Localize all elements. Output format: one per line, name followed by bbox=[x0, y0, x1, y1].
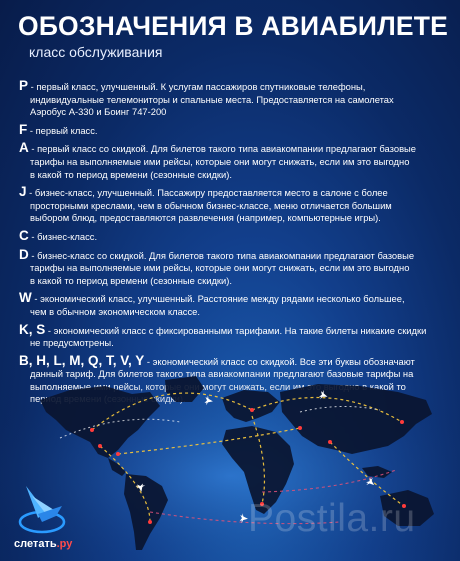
class-entry bbox=[19, 227, 444, 244]
class-entry bbox=[19, 246, 444, 288]
class-entry bbox=[19, 121, 444, 138]
class-list bbox=[19, 80, 444, 411]
class-description-line: индивидуальные телемониторы и спальные места. Предоставляется на самолетах bbox=[30, 93, 394, 105]
class-description: - бизнес-класс со скидкой. Для билетов такого типа авиакомпании предлагают базовые bbox=[28, 249, 415, 261]
class-code: F bbox=[19, 121, 28, 137]
class-code: K, S bbox=[19, 321, 46, 337]
class-description: - бизнес-класс. bbox=[28, 230, 98, 242]
class-description-line: тарифы на выполняемые ими рейсы, которые они могут снижать, если им это выгодно bbox=[30, 155, 410, 167]
class-entry bbox=[19, 142, 444, 181]
class-description-line: в какой то период времени (сезонные скидки). bbox=[30, 274, 232, 286]
class-description: - первый класс. bbox=[27, 124, 98, 136]
class-code: J bbox=[19, 184, 27, 200]
class-description-line: не предусмотрены. bbox=[30, 337, 114, 349]
class-entry bbox=[19, 321, 444, 350]
class-code: B, H, L, M, Q, T, V, Y bbox=[19, 352, 145, 368]
class-code: W bbox=[19, 290, 32, 306]
class-description: - экономический класс со скидкой. Все эти буквы обозначают bbox=[144, 355, 415, 367]
class-entry bbox=[19, 80, 444, 119]
class-code: A bbox=[19, 140, 29, 156]
class-code: D bbox=[19, 246, 29, 262]
class-description: - экономический класс, улучшенный. Расстояние между рядами несколько большее, bbox=[31, 293, 405, 305]
class-description-line: тарифы на выполняемые ими рейсы, которые они могут снижать, если им это выгодно bbox=[30, 262, 410, 274]
page-subtitle: класс обслуживания bbox=[29, 44, 163, 60]
class-description: - бизнес-класс, улучшенный. Пассажиру предоставляется место в салоне с более bbox=[26, 187, 388, 199]
class-entry bbox=[19, 186, 444, 225]
class-entry bbox=[19, 292, 444, 318]
page-title: ОБОЗНАЧЕНИЯ В АВИАБИЛЕТЕ bbox=[18, 11, 449, 41]
class-description: - первый класс, улучшенный. К услугам пассажиров спутниковые телефоны, bbox=[28, 81, 366, 92]
class-description-line: в какой то период времени (сезонные скидки). bbox=[30, 168, 232, 180]
class-code: C bbox=[19, 227, 29, 243]
logo-text: слетать.ру bbox=[14, 538, 73, 550]
header bbox=[18, 10, 450, 60]
class-description: - первый класс со скидкой. Для билетов такого типа авиакомпании предлагают базовые bbox=[28, 143, 417, 155]
class-description-line: выбором блюд, предоставляются развлечения (например, компьютерные игры). bbox=[30, 212, 381, 224]
class-description-line: просторными креслами, чем в обычном бизнес-классе, меню отличается большим bbox=[30, 199, 392, 211]
class-description: - экономический класс с фиксированными тарифами. На такие билеты никакие скидки bbox=[45, 324, 427, 336]
class-description-line: чем в обычном экономическом классе. bbox=[30, 305, 201, 317]
watermark: Postila.ru bbox=[248, 497, 416, 540]
class-code: P bbox=[19, 78, 29, 93]
class-description-line: Аэробус А-330 и Боинг 747-200 bbox=[30, 106, 167, 118]
